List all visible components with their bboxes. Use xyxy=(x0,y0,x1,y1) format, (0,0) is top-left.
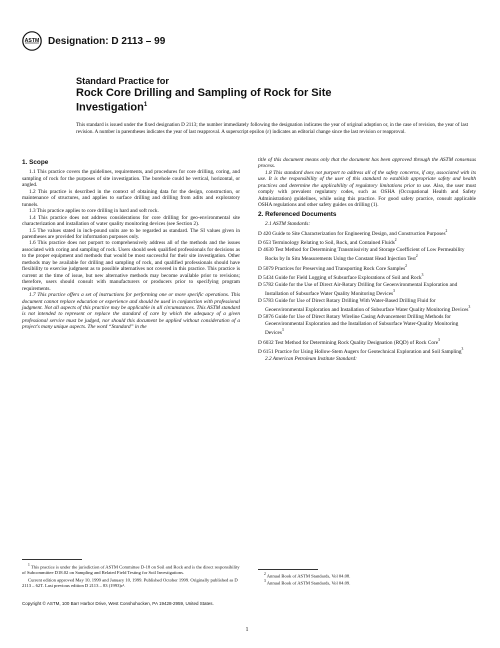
footnotes-right xyxy=(258,572,476,586)
title-footnote-mark: 1 xyxy=(143,102,148,108)
reference-item xyxy=(258,337,476,346)
footnote-text: Annual Book of ASTM Standards, Vol 04.08. xyxy=(266,573,351,579)
reference-footnote-mark: 2 xyxy=(405,263,407,268)
reference-footnote-mark: 3 xyxy=(393,289,395,294)
astm-standards-subheading: 2.1 ASTM Standards: xyxy=(265,221,311,228)
reference-item xyxy=(258,263,476,272)
footnote-text: Annual Book of ASTM Standards, Vol 04.09. xyxy=(266,580,351,586)
copyright-line: Copyright © ASTM, 100 Barr Harbor Drive, West Conshohocken, PA 19428-2959, United States. xyxy=(22,601,214,606)
reference-text: D 5079 Practices for Preserving and Transporting Rock Core Samples xyxy=(258,265,406,272)
scope-1-8-rest: Also, the user must comply with prevalent regulatory codes, such as OSHA (Occupational Health and Safety Administration) guidelines, while using this practice. For good safety practice, consult applicable OSHA regulations and other safety guides on drilling (1). xyxy=(258,182,477,209)
reference-item xyxy=(258,237,476,246)
standard-title xyxy=(76,87,476,114)
scope-1-7: 1.7 This practice offers a set of instructions for performing one or more specific operations. This document cannot replace education or experience and should be used in conjunction with professional judgment. Not all aspects of this practice may be applicable in all circumstances. This ASTM standard is not intended to represent or replace the standard of care by which the adequacy of a given professional service must be judged, nor should this document be applied without consideration of a project's many unique aspects. The word “Standard” in the xyxy=(22,292,240,331)
reference-text: D 6151 Practice for Using Hollow-Stem Augers for Geotechnical Exploration and Soil Sampling xyxy=(258,348,462,355)
title-block xyxy=(76,76,476,114)
reference-list xyxy=(258,228,476,356)
footnote xyxy=(22,576,240,589)
reference-footnote-mark: 2 xyxy=(394,238,397,243)
footnotes-left xyxy=(22,563,240,588)
scope-1-7-continued: title of this document means only that the document has been approved through the ASTM consensus process. xyxy=(258,157,476,170)
reference-footnote-mark: 3 xyxy=(438,337,440,342)
scope-heading: 1. Scope xyxy=(22,159,49,166)
reference-item xyxy=(258,272,476,281)
footnote xyxy=(22,563,240,576)
scope-1-3: 1.3 This practice applies to core drilling in hard and soft rock. xyxy=(29,208,159,215)
footnote-mark: 3 xyxy=(264,579,266,584)
reference-footnote-mark: 2 xyxy=(415,254,418,259)
reference-item xyxy=(258,346,476,355)
reference-footnote-mark: 3 xyxy=(421,273,424,278)
scope-1-4: 1.4 This practice does not address considerations for core drilling for geo-environmental site characterization and installation of water quality monitoring devices (see Section 2). xyxy=(22,214,240,228)
footnote-mark: 1 xyxy=(28,563,30,567)
reference-footnote-mark: 3 xyxy=(281,327,284,332)
reference-item xyxy=(258,247,476,263)
footnote-rule-right xyxy=(258,569,318,570)
api-standard-subheading: 2.2 American Petroleum Institute Standard: xyxy=(265,355,357,362)
title-line-1: Rock Core Drilling and Sampling of Rock for Site xyxy=(76,87,332,99)
reference-footnote-mark: 3 xyxy=(461,347,464,352)
svg-text:ASTM: ASTM xyxy=(24,38,40,44)
reference-item xyxy=(258,228,476,237)
issuance-notice: This standard is issued under the fixed designation D 2113; the number immediately following the designation indicates the year of original adoption or, in the case of revision, the year of last revision. A number in parentheses indicates the year of last reapproval. A superscript epsilon (ε) indicates an editorial change since the last revision or reapproval. xyxy=(76,122,468,135)
page-number: 1 xyxy=(245,627,249,633)
footnote-text: Current edition approved May 10, 1999 and January 10, 1999. Published October 1999. Originally published as D 2113 – 62T. Last previous edition D 2113 – 83 (1993)ε¹. xyxy=(22,577,238,588)
reference-text: D 5434 Guide for Field Logging of Subsurface Explorations of Soil and Rock xyxy=(258,275,422,282)
reference-item xyxy=(258,314,476,336)
footnote xyxy=(258,572,476,579)
reference-text: D 420 Guide to Site Characterization for Engineering Design, and Construction Purposes xyxy=(258,230,446,237)
references-heading: 2. Referenced Documents xyxy=(258,210,337,218)
scope-1-2: 1.2 This practice is described in the context of obtaining data for the design, construction, or maintenance of structures, and applies to surface drilling and drilling from adits and exploratory tunnels. xyxy=(22,188,240,208)
footnote-mark: 2 xyxy=(264,572,266,576)
reference-item xyxy=(258,298,476,314)
scope-1-8-italic: 1.8 This standard does not purport to address all of the safety concerns, if any, associated with its use. It is the responsibility of the user of this standard to establish appropriate safety and health practices and determine the applicability of regulatory limitations prior to use. xyxy=(258,169,476,189)
reference-text: D 4630 Test Method for Determining Transmissivity and Storage Coefficient of Low Permeability Rocks by In Situ Measurements Using the Constant Head Injection Test xyxy=(258,246,465,262)
reference-text: D 653 Terminology Relating to Soil, Rock, and Contained Fluids xyxy=(258,239,395,246)
left-column xyxy=(22,157,240,331)
scope-1-5: 1.5 The values stated in inch-pound units are to be regarded as standard. The SI values given in parentheses are provided for information purposes only. xyxy=(22,227,240,240)
footnote-text: This practice is under the jurisdiction of ASTM Committee D-18 on Soil and Rock and is the direct responsibility of Subcommittee D18.02 on Sampling and Related Field Testing for Soil Investigations. xyxy=(22,564,240,576)
astm-logo xyxy=(22,31,42,51)
reference-footnote-mark: 2 xyxy=(445,228,448,233)
standard-prefix: Standard Practice for xyxy=(76,76,169,86)
reference-text: D 5876 Guide for Use of Direct Rotary Wireline Casing Advancement Drilling Methods for Geoenvironmental Exploration and the Installation of Subsurface Water-Quality Monitoring Devices xyxy=(258,314,459,336)
footnote xyxy=(258,579,476,586)
scope-1-8 xyxy=(258,170,476,209)
footnote-rule-left xyxy=(22,559,82,560)
reference-text: D 6032 Test Method for Determining Rock Quality Designation (RQD) of Rock Core xyxy=(258,339,439,346)
scope-1-6: 1.6 This practice does not purport to comprehensively address all of the methods and the issues associated with coring and sampling of rock. Users should seek qualified professionals for decisions as to the proper equipment and methods that would be most successful for their site investigation. Other methods may be available for drilling and sampling of rock, and qualified professionals should have flexibility to exercise judgment as to possible alternatives not covered in this practice. This practice is current at the time of issue, but new alternative methods may become available prior to revisions; therefore, users should consult with manufacturers or producers prior to specifying program requirements. xyxy=(22,240,240,292)
scope-1-1: 1.1 This practice covers the guidelines, requirements, and procedures for core drilling, coring, and sampling of rock for the purposes of site investigation. The borehole could be vertical, horizontal, or angled. xyxy=(22,169,240,189)
title-line-2: Investigation xyxy=(76,101,144,114)
reference-footnote-mark: 3 xyxy=(468,305,471,310)
reference-text: D 5782 Guide for the Use of Direct Air-Rotary Drilling for Geoenvironmental Exploration and Installation of Subsurface Water Quality Monitoring Devices xyxy=(258,281,458,298)
right-column xyxy=(258,157,476,362)
reference-text: D 5783 Guide for Use of Direct Rotary Drilling With Water-Based Drilling Fluid for Geoenvironmental Exploration and Installation of Subsurface Water Quality Monitoring Devices xyxy=(258,298,469,314)
reference-item xyxy=(258,282,476,298)
document-header xyxy=(22,30,165,52)
designation: Designation: D 2113 – 99 xyxy=(48,35,166,47)
